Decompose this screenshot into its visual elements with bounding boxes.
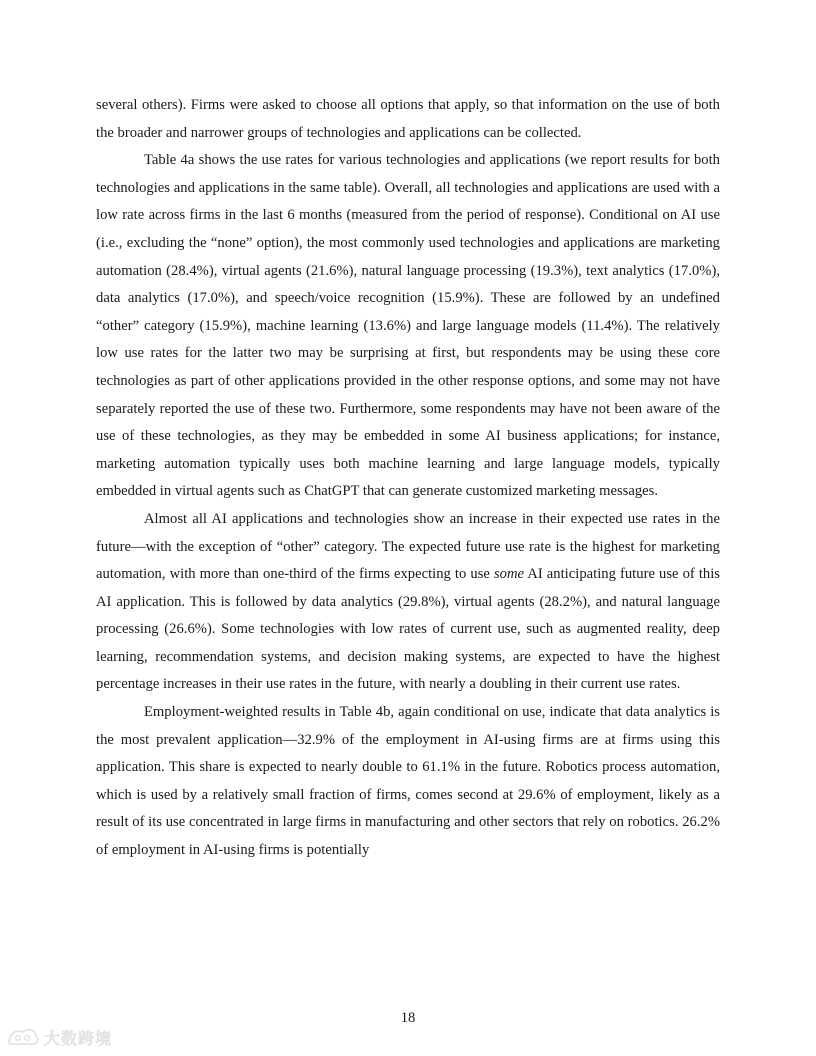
paragraph-3-text-b: AI anticipating future use of this AI application. This is followed by data analytics (29.8%), virtual agents (28.2%), and natural language processing (26.6%). Some technologies with low rates of current use, such as augmented reality, deep learning, recommendation systems, and decision making systems, are expected to have the highest percentage increases in their use rates in the future, with nearly a doubling in their current use rates. <box>96 566 720 693</box>
paragraph-3-text-a: Almost all AI applications and technologies show an increase in their expected use rates in the future—with the exception of “other” category. The expected future use rate is the highest for marketing automation, with more than one-third of the firms expecting to use <box>96 510 720 583</box>
paragraph-3-emphasis: some <box>493 566 525 583</box>
paragraph-4-text: Employment-weighted results in Table 4b, again conditional on use, indicate that data analytics is the most prevalent application—32.9% of the employment in AI-using firms are at firms using this application. This share is expected to nearly double to 61.1% in the future. Robotics process automation, which is used by a relatively small fraction of firms, comes second at 29.6% of employment, likely as a result of its use concentrated in large firms in manufacturing and other sectors that rely on robotics. 26.2% of employment in AI-using firms is potentially <box>96 704 720 859</box>
page-number: 18 <box>400 1010 416 1026</box>
watermark <box>6 1024 112 1050</box>
paragraph-2-text: Table 4a shows the use rates for various technologies and applications (we report results for both technologies and applications in the same table). Overall, all technologies and applications are used with a low rate across firms in the last 6 months (measured from the period of response). Conditional on AI use (i.e., excluding the “none” option), the most commonly used technologies and applications are marketing automation (28.4%), virtual agents (21.6%), natural language processing (19.3%), text analytics (17.0%), data analytics (17.0%), and speech/voice recognition (15.9%). These are followed by an undefined “other” category (15.9%), machine learning (13.6%) and large language models (11.4%). The relatively low use rates for the latter two may be surprising at first, but respondents may be using these core technologies as part of other applications provided in the other response options, and some may not have separately reported the use of these two. Furthermore, some respondents may have not been aware of the use of these technologies, as they may be embedded in some AI business applications; for instance, marketing automation typically uses both machine learning and large language models, typically embedded in virtual agents such as ChatGPT that can generate customized marketing messages. <box>96 152 720 500</box>
paragraph-3 <box>96 506 720 699</box>
page-body <box>96 92 720 865</box>
paragraph-2 <box>96 147 720 506</box>
watermark-text: 大数跨境 <box>44 1028 113 1048</box>
paragraph-1 <box>96 92 720 147</box>
paragraph-4 <box>96 699 720 865</box>
paragraph-1-text: several others). Firms were asked to choose all options that apply, so that information on the use of both the broader and narrower groups of technologies and applications can be collected. <box>96 97 720 141</box>
watermark-logo-icon <box>6 1026 40 1048</box>
